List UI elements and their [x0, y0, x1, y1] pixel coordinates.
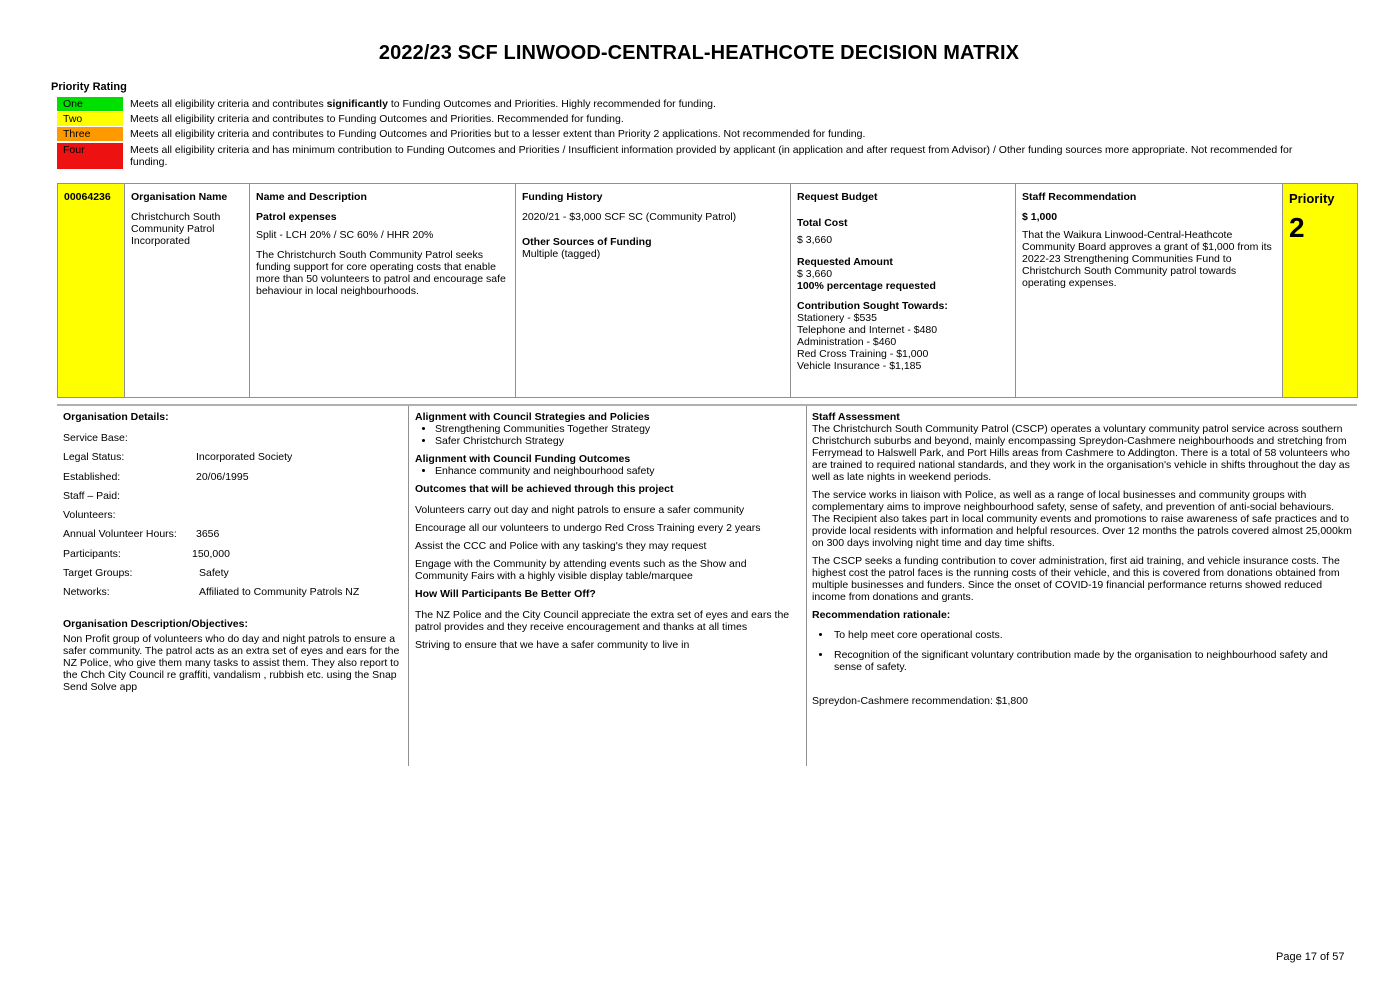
detail-label: Networks:	[63, 586, 110, 599]
alignment-section	[415, 411, 800, 657]
organisation-name: Christchurch South Community Patrol Incorporated	[131, 211, 221, 247]
detail-label: Target Groups:	[63, 567, 133, 580]
application-id: 00064236	[64, 191, 111, 203]
project-name: Patrol expenses	[256, 211, 337, 223]
priority-swatch-one: One	[57, 97, 123, 111]
project-description: The Christchurch South Community Patrol seeks funding support for core operating costs that enable more than 50 volunteers to patrol and encourage safe behaviour in local neighbourhoods.	[256, 249, 506, 297]
contribution-item: Stationery - $535	[797, 312, 877, 324]
detail-row-participants	[63, 548, 403, 567]
rationale-list	[812, 629, 1352, 673]
staff-recommendation-text: That the Waikura Linwood-Central-Heathcote Community Board approves a grant of $1,000 from its 2022-23 Strengthening Communities Fund to Christchurch South Community patrol towards operating expenses.	[1022, 229, 1272, 289]
priority-swatch-two: Two	[57, 112, 123, 126]
detail-label: Annual Volunteer Hours:	[63, 528, 177, 541]
request-budget-header: Request Budget	[797, 191, 878, 203]
rationale-heading: Recommendation rationale:	[812, 609, 951, 621]
detail-value: Incorporated Society	[196, 451, 293, 464]
detail-label: Service Base:	[63, 432, 128, 444]
page-number: Page 17 of 57	[1276, 951, 1345, 963]
better-off-heading: How Will Participants Be Better Off?	[415, 588, 596, 600]
organisation-description-heading: Organisation Description/Objectives:	[63, 617, 248, 630]
requested-amount-label: Requested Amount	[797, 256, 893, 268]
funding-history-header: Funding History	[522, 191, 603, 203]
assessment-paragraph: The Christchurch South Community Patrol (CSCP) operates a voluntary community patrol service across southern Christchurch suburbs and beyond, mainly encompassing Spreydon-Cashmere neighbourhoods and stretching from Ferrymead to Halswell Park, and Port Hills areas from Cashmere to Addington. There is a total of 58 volunteers who are trained to required national standards, and they work in the organisation's vehicle in shifts throughout the day as well as late nights in weekend periods.	[812, 423, 1350, 483]
outcomes-heading: Alignment with Council Funding Outcomes	[415, 453, 631, 465]
requested-amount-value: $ 3,660	[797, 268, 833, 280]
other-board-recommendation: Spreydon-Cashmere recommendation: $1,800	[812, 695, 1028, 707]
funding-split: Split - LCH 20% / SC 60% / HHR 20%	[256, 229, 434, 241]
achieve-item: Encourage all our volunteers to undergo Red Cross Training every 2 years	[415, 522, 761, 534]
priority-cell	[1283, 184, 1358, 398]
list-item: • Recognition of the significant voluntary contribution made by the organisation to neighbourhood safety and sense of safety.	[832, 649, 1352, 673]
detail-value: Safety	[199, 567, 229, 580]
detail-label: Participants:	[63, 547, 121, 560]
detail-value: Affiliated to Community Patrols NZ	[199, 586, 360, 599]
priority-value: 2	[1289, 212, 1305, 243]
column-divider	[408, 406, 409, 766]
detail-value: 20/06/1995	[196, 470, 249, 483]
priority-description-two: Meets all eligibility criteria and contributes to Funding Outcomes and Priorities. Recommended for funding.	[130, 113, 624, 125]
assessment-paragraph: The service works in liaison with Police, as well as a range of local businesses and community groups with complementary aims to improve neighbourhood safety, sense of safety, and prevention of anti-social behaviours. The Recipient also takes part in local community events and promotions to raise awareness of safe practices and to provide local residents with information and helpful resources. Over 12 months the patrols covered almost 25,000km on 300 days involving night time and day time shifts.	[812, 489, 1352, 549]
better-off-item: The NZ Police and the City Council appreciate the extra set of eyes and ears the patrol provides and they receive encouragement and thanks at all times	[415, 609, 790, 633]
detail-value: 3656	[196, 528, 220, 541]
detail-label: Staff – Paid:	[63, 489, 121, 502]
list-item: • Enhance community and neighbourhood safety	[435, 465, 800, 477]
funding-history-cell	[516, 184, 791, 398]
percentage-requested: 100% percentage requested	[797, 280, 936, 292]
detail-row-target-groups	[63, 567, 403, 586]
strategies-list	[415, 423, 800, 447]
total-cost-value: $ 3,660	[797, 234, 833, 246]
other-sources-header: Other Sources of Funding	[522, 236, 652, 248]
detail-label: Volunteers:	[63, 509, 116, 522]
staff-assessment	[812, 411, 1352, 707]
detail-row-staff-paid	[63, 490, 403, 509]
page-title: 2022/23 SCF LINWOOD-CENTRAL-HEATHCOTE DECISION MATRIX	[378, 42, 1020, 64]
total-cost-label: Total Cost	[797, 217, 848, 229]
organisation-cell	[125, 184, 250, 398]
priority-swatch-four: Four	[57, 143, 123, 169]
assessment-paragraph: The CSCP seeks a funding contribution to cover administration, first aid training, and vehicle insurance costs. The highest cost the patrol faces is the running costs of their vehicle, and this is covered from donations obtained from multiple businesses and funders. Since the onset of COVID-19 financial performance returns showed reduced income from donations and grants.	[812, 555, 1340, 603]
contribution-label: Contribution Sought Towards:	[797, 300, 948, 312]
priority-rating-heading: Priority Rating	[51, 81, 127, 93]
outcomes-list	[415, 465, 800, 477]
strategies-heading: Alignment with Council Strategies and Policies	[415, 411, 650, 423]
organisation-description: Non Profit group of volunteers who do day and night patrols to ensure a safer community. The patrol acts as an extra set of eyes and ears for the NZ Police, who give them many tasks to assist them. They also report to the Chch City Council re graffiti, vandalism , rubbish etc. using the Snap Send Solve app	[63, 632, 400, 693]
priority-description-four: Meets all eligibility criteria and has minimum contribution to Funding Outcomes and Priorities / Insufficient information provided by applicant (in application and after request from Advisor) / Other funding sources more appropriate. Not recommended for funding.	[130, 144, 1293, 168]
organisation-header: Organisation Name	[131, 191, 228, 203]
organisation-details	[63, 411, 403, 693]
detail-row-service-base	[63, 432, 403, 451]
achieve-item: Assist the CCC and Police with any tasking's they may request	[415, 540, 707, 552]
contribution-item: Red Cross Training - $1,000	[797, 348, 929, 360]
priority-swatch-three: Three	[57, 127, 123, 141]
detail-row-networks	[63, 586, 403, 605]
achieve-item: Engage with the Community by attending events such as the Show and Community Fairs with a highly visible display table/marquee	[415, 558, 747, 582]
staff-recommendation-header: Staff Recommendation	[1022, 191, 1137, 203]
staff-recommendation-amount: $ 1,000	[1022, 211, 1058, 223]
other-sources-text: Multiple (tagged)	[522, 248, 601, 260]
staff-assessment-heading: Staff Assessment	[812, 411, 900, 423]
achieve-heading: Outcomes that will be achieved through this project	[415, 483, 674, 495]
detail-row-volunteers	[63, 509, 403, 528]
application-summary-table	[57, 183, 1358, 398]
description-cell	[250, 184, 516, 398]
detail-row-legal-status	[63, 451, 403, 470]
detail-label: Legal Status:	[63, 451, 125, 464]
organisation-details-heading: Organisation Details:	[63, 411, 169, 423]
staff-recommendation-cell	[1016, 184, 1283, 398]
list-item: • Safer Christchurch Strategy	[435, 435, 800, 447]
detail-row-established	[63, 471, 403, 490]
detail-row-volunteer-hours	[63, 528, 403, 547]
better-off-item: Striving to ensure that we have a safer community to live in	[415, 639, 690, 651]
application-id-cell	[58, 184, 125, 398]
contribution-item: Administration - $460	[797, 336, 897, 348]
funding-history-text: 2020/21 - $3,000 SCF SC (Community Patrol)	[522, 211, 737, 223]
contribution-item: Telephone and Internet - $480	[797, 324, 938, 336]
section-divider	[57, 404, 1357, 406]
priority-description-three: Meets all eligibility criteria and contributes to Funding Outcomes and Priorities but to a lesser extent than Priority 2 applications. Not recommended for funding.	[130, 128, 866, 140]
description-header: Name and Description	[256, 191, 367, 203]
detail-value: 150,000	[192, 547, 230, 560]
priority-label: Priority	[1289, 191, 1335, 206]
priority-description-one: Meets all eligibility criteria and contributes significantly to Funding Outcomes and Priorities. Highly recommended for funding.	[130, 98, 716, 110]
contribution-item: Vehicle Insurance - $1,185	[797, 360, 922, 372]
column-divider	[806, 406, 807, 766]
list-item: • To help meet core operational costs.	[832, 629, 1352, 641]
list-item: • Strengthening Communities Together Strategy	[435, 423, 800, 435]
detail-label: Established:	[63, 470, 121, 483]
achieve-item: Volunteers carry out day and night patrols to ensure a safer community	[415, 504, 745, 516]
request-budget-cell	[791, 184, 1016, 398]
